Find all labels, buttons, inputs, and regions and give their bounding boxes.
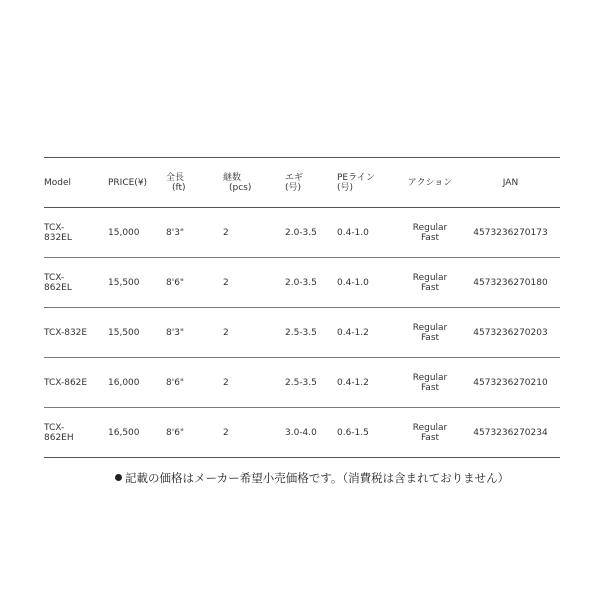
price-note-text: 記載の価格はメーカー希望小売価格です。（消費税は含まれておりません） [125,471,510,485]
header-pieces-label: 継数 [223,172,242,183]
cell-model [44,208,108,258]
cell-length: 8'6" [166,377,185,388]
cell-egi: 3.0-4.0 [285,427,317,438]
header-length [166,158,223,208]
cell-model-line1: TCX-832E [44,327,88,338]
header-egi-label: エギ [285,172,304,183]
table-row [44,208,560,258]
cell-jan: 4573236270180 [473,277,548,288]
cell-action-line1: Regular [412,322,448,333]
cell-pieces: 2 [223,377,229,388]
cell-model-line1: TCX- [44,272,65,283]
cell-price: 15,500 [108,327,140,338]
header-jan: JAN [502,177,519,188]
cell-model [44,358,108,408]
cell-pieces: 2 [223,277,229,288]
cell-action-line2: Fast [420,282,440,293]
table-body [44,208,560,458]
cell-model-line1: TCX- [44,222,65,233]
header-pieces [223,158,285,208]
price-note [115,470,509,486]
cell-model-line2: 862EH [44,432,74,443]
cell-action-line1: Regular [412,372,448,383]
cell-length: 8'6" [166,427,185,438]
cell-length: 8'6" [166,277,185,288]
cell-model-line2: 832EL [44,232,72,243]
spec-table [44,157,560,458]
header-length-label: 全長 [166,172,185,183]
header-egi-unit: (号) [285,182,302,193]
cell-length: 8'3" [166,327,185,338]
cell-pieces: 2 [223,427,229,438]
cell-jan: 4573236270234 [473,427,548,438]
cell-jan: 4573236270210 [473,377,548,388]
cell-pe-line: 0.4-1.2 [337,377,369,388]
header-pe-line [337,158,399,208]
table-row [44,358,560,408]
cell-egi: 2.5-3.5 [285,377,317,388]
cell-model-line1: TCX-862E [44,377,88,388]
cell-model-line1: TCX- [44,422,65,433]
cell-jan: 4573236270203 [473,327,548,338]
cell-action-line1: Regular [412,222,448,233]
cell-action-line1: Regular [412,272,448,283]
cell-model [44,258,108,308]
cell-egi: 2.5-3.5 [285,327,317,338]
cell-price: 15,500 [108,277,140,288]
cell-jan: 4573236270173 [473,227,548,238]
cell-egi: 2.0-3.5 [285,277,317,288]
cell-action-line2: Fast [420,332,440,343]
cell-action-line1: Regular [412,422,448,433]
cell-pieces: 2 [223,327,229,338]
header-length-unit: (ft) [172,182,186,193]
header-price: PRICE(¥) [108,177,148,188]
cell-egi: 2.0-3.5 [285,227,317,238]
cell-price: 16,000 [108,377,140,388]
cell-pe-line: 0.6-1.5 [337,427,369,438]
cell-action [399,408,461,458]
cell-action-line2: Fast [420,382,440,393]
cell-action [399,358,461,408]
spec-table-container [44,157,560,458]
cell-pe-line: 0.4-1.0 [337,227,369,238]
header-egi [285,158,337,208]
cell-model-line2: 862EL [44,282,72,293]
cell-pe-line: 0.4-1.0 [337,277,369,288]
header-pieces-unit: (pcs) [229,182,252,193]
cell-action-line2: Fast [420,232,440,243]
cell-price: 16,500 [108,427,140,438]
header-pe-unit: (号) [337,182,354,193]
cell-action-line2: Fast [420,432,440,443]
cell-price: 15,000 [108,227,140,238]
cell-pieces: 2 [223,227,229,238]
table-row [44,258,560,308]
bullet-icon [115,474,122,481]
header-model: Model [44,177,72,188]
cell-action [399,208,461,258]
table-header-row [44,158,560,208]
header-action: アクション [407,177,453,188]
cell-action [399,308,461,358]
table-row [44,308,560,358]
cell-length: 8'3" [166,227,185,238]
cell-action [399,258,461,308]
cell-pe-line: 0.4-1.2 [337,327,369,338]
table-row [44,408,560,458]
header-pe-label: PEライン [337,172,375,183]
cell-model [44,308,108,358]
cell-model [44,408,108,458]
